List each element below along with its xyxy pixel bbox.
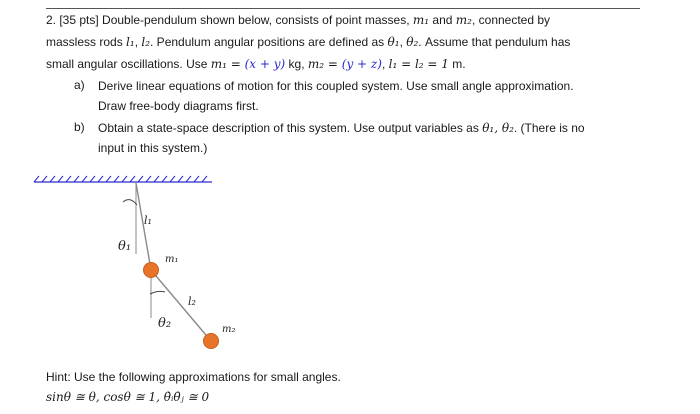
theta1-arc <box>123 200 137 205</box>
l2-label: l₂ <box>188 295 196 308</box>
theta1-label: θ₁ <box>118 239 132 254</box>
l1-label: l₁ <box>144 214 152 227</box>
item-a-line-2: Draw free-body diagrams first. <box>98 99 259 113</box>
hint-formula: sinθ ≅ θ, cosθ ≅ 1, θ̇ᵢθ̇ⱼ ≅ 0 <box>46 390 210 404</box>
ceiling-hatch <box>34 176 207 182</box>
theta2-label: θ₂ <box>158 316 172 331</box>
problem-line-3: small angular oscillations. Use m₁ = (x + y) kg, m₂ = (y + z), l₁ = l₂ = 1 m. <box>46 57 466 71</box>
item-a-line-1: Derive linear equations of motion for this coupled system. Use small angle approximation. <box>98 79 574 93</box>
item-a-label: a) <box>74 78 85 92</box>
item-b-label: b) <box>74 120 85 134</box>
m1-label: m₁ <box>165 254 179 265</box>
item-b-line-2: input in this system.) <box>98 141 208 155</box>
m2-label: m₂ <box>222 324 236 335</box>
theta2-arc <box>150 291 165 294</box>
mass-2 <box>204 334 219 349</box>
hint-title: Hint: Use the following approximations for small angles. <box>46 370 341 384</box>
mass-1 <box>144 263 159 278</box>
problem-header: 2. [35 pts] Double-pendulum shown below, consists of point masses, m₁ and m₂, connected by <box>46 13 551 27</box>
problem-line-2: massless rods l₁, l₂. Pendulum angular positions are defined as θ₁, θ₂. Assume that pendulum has <box>46 35 571 49</box>
item-b-line-1: Obtain a state-space description of this system. Use output variables as θ₁, θ₂. (There is no <box>98 121 585 135</box>
